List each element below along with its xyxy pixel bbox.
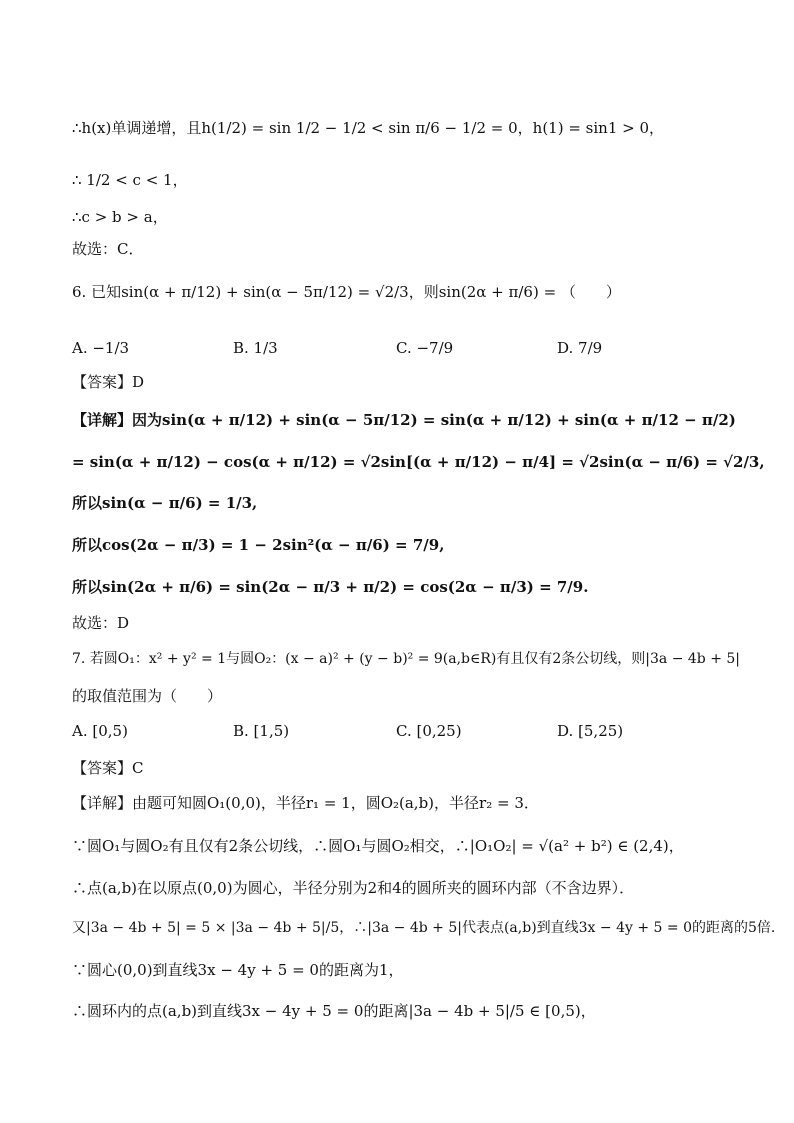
q6-choice-d: D. 7/9: [557, 339, 603, 357]
q7-detail-6: ∴圆环内的点(a,b)到直线3x − 4y + 5 = 0的距离|3a − 4b + 5|/5 ∈ [0,5)，: [72, 1002, 596, 1020]
q6-detail-4: 所以cos(2α − π/3) = 1 − 2sin²(α − π/6) = 7/9,: [72, 536, 445, 554]
q6-detail-2: = sin(α + π/12) − cos(α + π/12) = √2sin[(α + π/12) − π/4] = √2sin(α − π/6) = √2/3,: [72, 453, 765, 471]
line-c-range: ∴ 1/2 < c < 1，: [72, 171, 188, 189]
q7-choice-b: B. [1,5): [233, 722, 290, 740]
q7-answer: 【答案】C: [72, 759, 144, 777]
q6-choice-a: A. −1/3: [72, 339, 130, 357]
q7-detail-5: ∵圆心(0,0)到直线3x − 4y + 5 = 0的距离为1，: [72, 961, 404, 979]
question-7-line-1: 7. 若圆O₁：x² + y² = 1与圆O₂：(x − a)² + (y − b)² = 9(a,b∈R)有且仅有2条公切线，则|3a − 4b + 5|: [72, 651, 741, 667]
q7-detail-2: ∵圆O₁与圆O₂有且仅有2条公切线，∴圆O₁与圆O₂相交，∴|O₁O₂| = √(a² + b²) ∈ (2,4)，: [72, 837, 684, 855]
q6-choice-c: C. −7/9: [396, 339, 454, 357]
q7-choice-a: A. [0,5): [72, 722, 128, 740]
q6-detail-3: 所以sin(α − π/6) = 1/3,: [72, 494, 258, 512]
q6-detail-1: 【详解】因为sin(α + π/12) + sin(α − 5π/12) = sin(α + π/12) + sin(α + π/12 − π/2): [72, 411, 736, 429]
q7-detail-4: 又|3a − 4b + 5| = 5 × |3a − 4b + 5|/5，∴|3a − 4b + 5|代表点(a,b)到直线3x − 4y + 5 = 0的距离的5倍.: [72, 920, 776, 936]
question-7-line-2: 的取值范围为（ ）: [72, 687, 223, 705]
line-order: ∴c > b > a，: [72, 208, 168, 226]
q7-choice-d: D. [5,25): [557, 722, 624, 740]
line-choose-c: 故选：C．: [72, 240, 144, 258]
q7-detail-1: 【详解】由题可知圆O₁(0,0)，半径r₁ = 1，圆O₂(a,b)，半径r₂ = 3．: [72, 794, 539, 812]
q6-detail-6: 故选：D: [72, 614, 130, 632]
q7-detail-3: ∴点(a,b)在以原点(0,0)为圆心，半径分别为2和4的圆所夹的圆环内部（不含边界）．: [72, 879, 635, 897]
question-6: 6. 已知sin(α + π/12) + sin(α − 5π/12) = √2/3，则sin(2α + π/6) = （ ）: [72, 283, 621, 301]
q6-choice-b: B. 1/3: [233, 339, 278, 357]
line-monotonic: ∴h(x)单调递增，且h(1/2) = sin 1/2 − 1/2 < sin π/6 − 1/2 = 0，h(1) = sin1 > 0，: [72, 119, 665, 137]
q6-answer: 【答案】D: [72, 373, 145, 391]
q7-choice-c: C. [0,25): [396, 722, 462, 740]
q6-detail-5: 所以sin(2α + π/6) = sin(2α − π/3 + π/2) = cos(2α − π/3) = 7/9.: [72, 578, 589, 596]
